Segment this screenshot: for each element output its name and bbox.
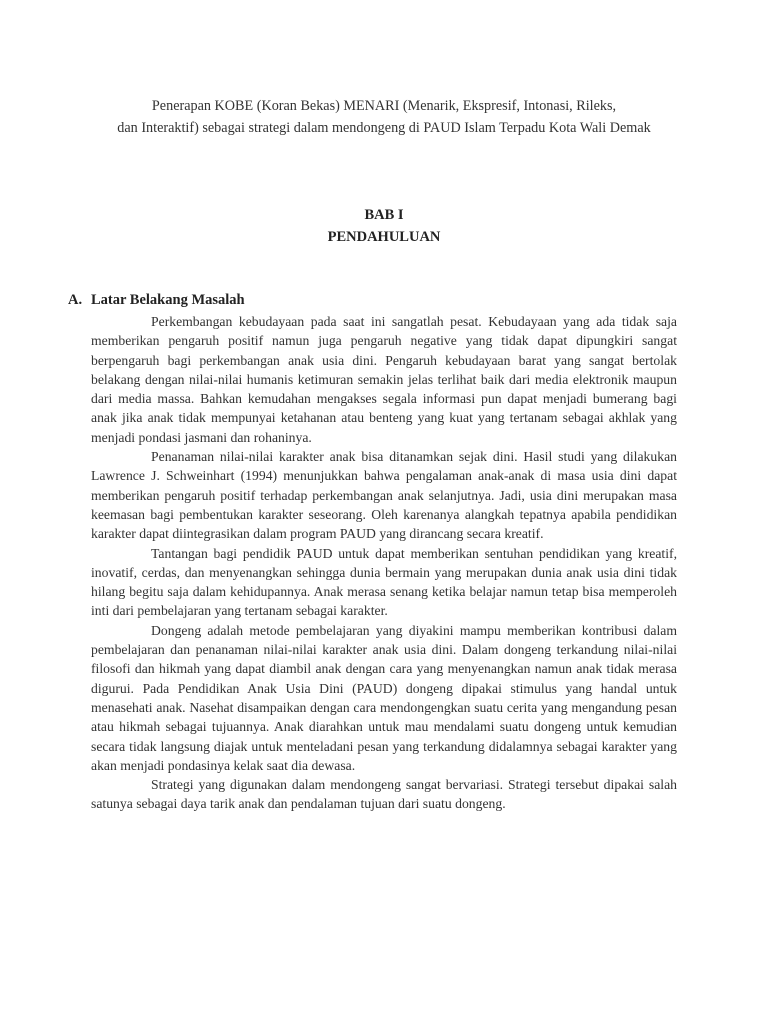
title-line-2: dan Interaktif) sebagai strategi dalam mendongeng di PAUD Islam Terpadu Kota Wali Demak (117, 120, 651, 136)
paragraph-4: Dongeng adalah metode pembelajaran yang diyakini mampu memberikan kontribusi dalam pembelajaran dan penanaman nilai-nilai karakter anak usia dini. Dalam dongeng terkandung nilai-nilai filosofi dan hikmah yang dapat diambil anak dengan cara yang menyenangkan namun anak tidak merasa digurui. Pada Pendidikan Anak Usia Dini (PAUD) dongeng dipakai stimulus yang handal untuk menasehati anak. Nasehat disampaikan dengan cara mendongengkan suatu cerita yang mengandung pesan atau hikmah sebagai tujuannya. Anak diarahkan untuk mau mendalami suatu dongeng untuk kemudian secara tidak langsung diajak untuk menteladani pesan yang terkandung didalamnya sebagai karakter yang akan menjadi pondasinya kelak saat dia dewasa. (91, 622, 677, 773)
chapter-heading (0, 204, 768, 248)
chapter-name: PENDAHULUAN (327, 229, 441, 245)
section-letter: A. (68, 292, 83, 308)
document-title (60, 95, 708, 139)
title-line-1: Penerapan KOBE (Koran Bekas) MENARI (Menarik, Ekspresif, Intonasi, Rileks, (151, 98, 617, 114)
paragraph-2: Penanaman nilai-nilai karakter anak bisa ditanamkan sejak dini. Hasil studi yang dilakukan Lawrence J. Schweinhart (1994) menunjukkan bahwa pengalaman anak-anak di masa usia dini dapat memberikan pengaruh positif terhadap perkembangan anak selanjutnya. Jadi, usia dini merupakan masa keemasan bagi pembentukan karakter seseorang. Oleh karenanya alangkah tepatnya apabila pendidikan karakter dapat diintegrasikan dalam program PAUD yang dirancang secara kreatif. (91, 449, 677, 542)
section-heading (68, 290, 245, 310)
paragraph-5: Strategi yang digunakan dalam mendongeng sangat bervariasi. Strategi tersebut dipakai salah satunya sebagai daya tarik anak dan pendalaman tujuan dari suatu dongeng. (91, 777, 677, 812)
section-title: Latar Belakang Masalah (91, 292, 245, 308)
paragraph-1: Perkembangan kebudayaan pada saat ini sangatlah pesat. Kebudayaan yang ada tidak saja memberikan pengaruh positif namun juga pengaruh negative yang tidak dapat dipungkiri sangat berpengaruh bagi perkembangan anak usia dini. Pengaruh kebudayaan barat yang sangat bertolak belakang dengan nilai-nilai humanis ketimuran semakin jelas terlihat baik dari media elektronik maupun dari media massa. Bahkan kemudahan mengakses segala informasi pun dapat menjadi bumerang bagi anak jika anak tidak mempunyai ketahanan atau benteng yang kuat yang tertanam sebagai akhlak yang menjadi pondasi jasmani dan rohaninya. (91, 314, 677, 445)
paragraph-3: Tantangan bagi pendidik PAUD untuk dapat memberikan sentuhan pendidikan yang kreatif, inovatif, cerdas, dan menyenangkan sehingga dunia bermain yang merupakan dunia anak usia dini tidak hilang begitu saja dalam kehidupannya. Anak merasa senang ketika belajar namun tetap bisa memperoleh inti dari pembelajaran yang tertanam sebagai karakter. (91, 545, 677, 619)
chapter-number: BAB I (364, 207, 404, 223)
body-text (91, 312, 677, 814)
